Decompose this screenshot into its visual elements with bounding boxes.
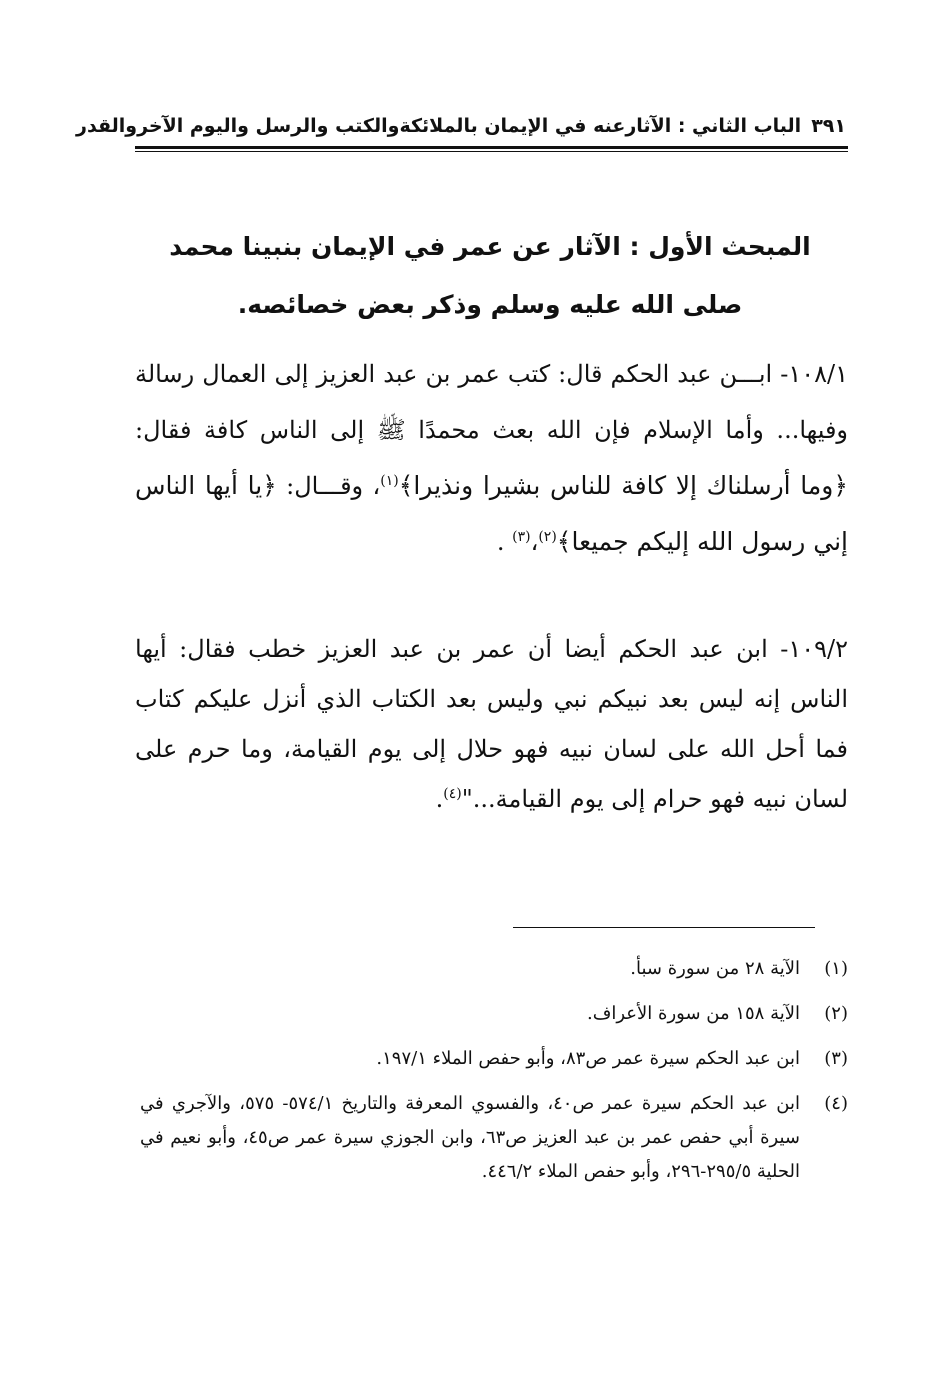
header-rule-thin (135, 151, 848, 152)
section-title: المبحث الأول : الآثار عن عمر في الإيمان بنبينا محمد صلى الله عليه وسلم وذكر بعض خصائصه. (169, 232, 811, 319)
footnote-ref[interactable]: (١) (380, 473, 399, 489)
footnote-text: الآية ١٥٨ من سورة الأعراف. (586, 1003, 800, 1024)
paragraph-text: . (496, 528, 513, 556)
page-number: ٣٩١ (811, 115, 846, 137)
footnote-item (140, 1042, 848, 1076)
footnote-number: (٢) (824, 1003, 848, 1024)
footnote-ref[interactable]: (٤) (443, 786, 462, 802)
header-rule (135, 146, 848, 149)
footnotes (140, 952, 848, 1200)
quran-verse: ﴿وما أرسلناك إلا كافة للناس بشيرا ونذيرا﴾ (398, 471, 848, 500)
footnote-ref[interactable]: (٣) (512, 529, 531, 545)
footnote-separator (513, 927, 815, 928)
footnote-item (140, 997, 848, 1031)
paragraph-text: ١٠٩/٢- ابن عبد الحكم أيضا أن عمر بن عبد العزيز خطب فقال: أيها الناس إنه ليس بعد نبيكم نبي وليس بعد الكتاب الذي أنزل عليكم كتاب فما أحل الله على لسان نبيه فهو حلال إلى يوم القيامة، وما حرم على لسان نبيه فهو حرام إلى يوم القيامة..." (135, 635, 849, 813)
paragraph-108 (135, 346, 848, 570)
footnote-ref[interactable]: (٢) (538, 529, 557, 545)
footnote-item (140, 952, 848, 986)
footnote-number: (١) (824, 958, 848, 979)
footnote-text: ابن عبد الحكم سيرة عمر ص٨٣، وأبو حفص الملاء ١٩٧/١. (376, 1048, 800, 1069)
quran-verse: ﴿يا أيها الناس إني رسول الله إليكم جميعا﴾ (135, 471, 848, 556)
paragraph-text: . (435, 785, 444, 813)
paragraph-109 (135, 624, 848, 824)
footnote-text: الآية ٢٨ من سورة سبأ. (630, 958, 800, 979)
footnote-item (140, 1087, 848, 1189)
footnote-number: (٤) (824, 1093, 848, 1114)
paragraph-text: ، وقـــال: (276, 472, 381, 500)
paragraph-text: ١٠٨/١- ابـــن عبد الحكم قال: كتب عمر بن عبد العزيز إلى العمال رسالة وفيها... وأما الإسلام فإن الله بعث محمدًا ﷺ إلى الناس كافة فقال: (135, 360, 849, 444)
footnote-text: ابن عبد الحكم سيرة عمر ص٤٠، والفسوي المعرفة والتاريخ ٥٧٤/١- ٥٧٥، والآجري في سيرة أبي حفص عمر بن عبد العزيز ص٦٣، وابن الجوزي سيرة عمر ص٤٥، وأبو نعيم في الحلية ٢٩٥/٥-٢٩٦، وأبو حفص الملاء ٤٤٦/٢. (140, 1093, 800, 1182)
paragraph-text: ، (530, 528, 539, 556)
footnote-number: (٣) (824, 1048, 848, 1069)
chapter-title: الباب الثاني : الآثارعنه في الإيمان بالملائكةوالكتب والرسل واليوم الآخروالقدر (76, 115, 802, 137)
running-header (76, 112, 846, 140)
